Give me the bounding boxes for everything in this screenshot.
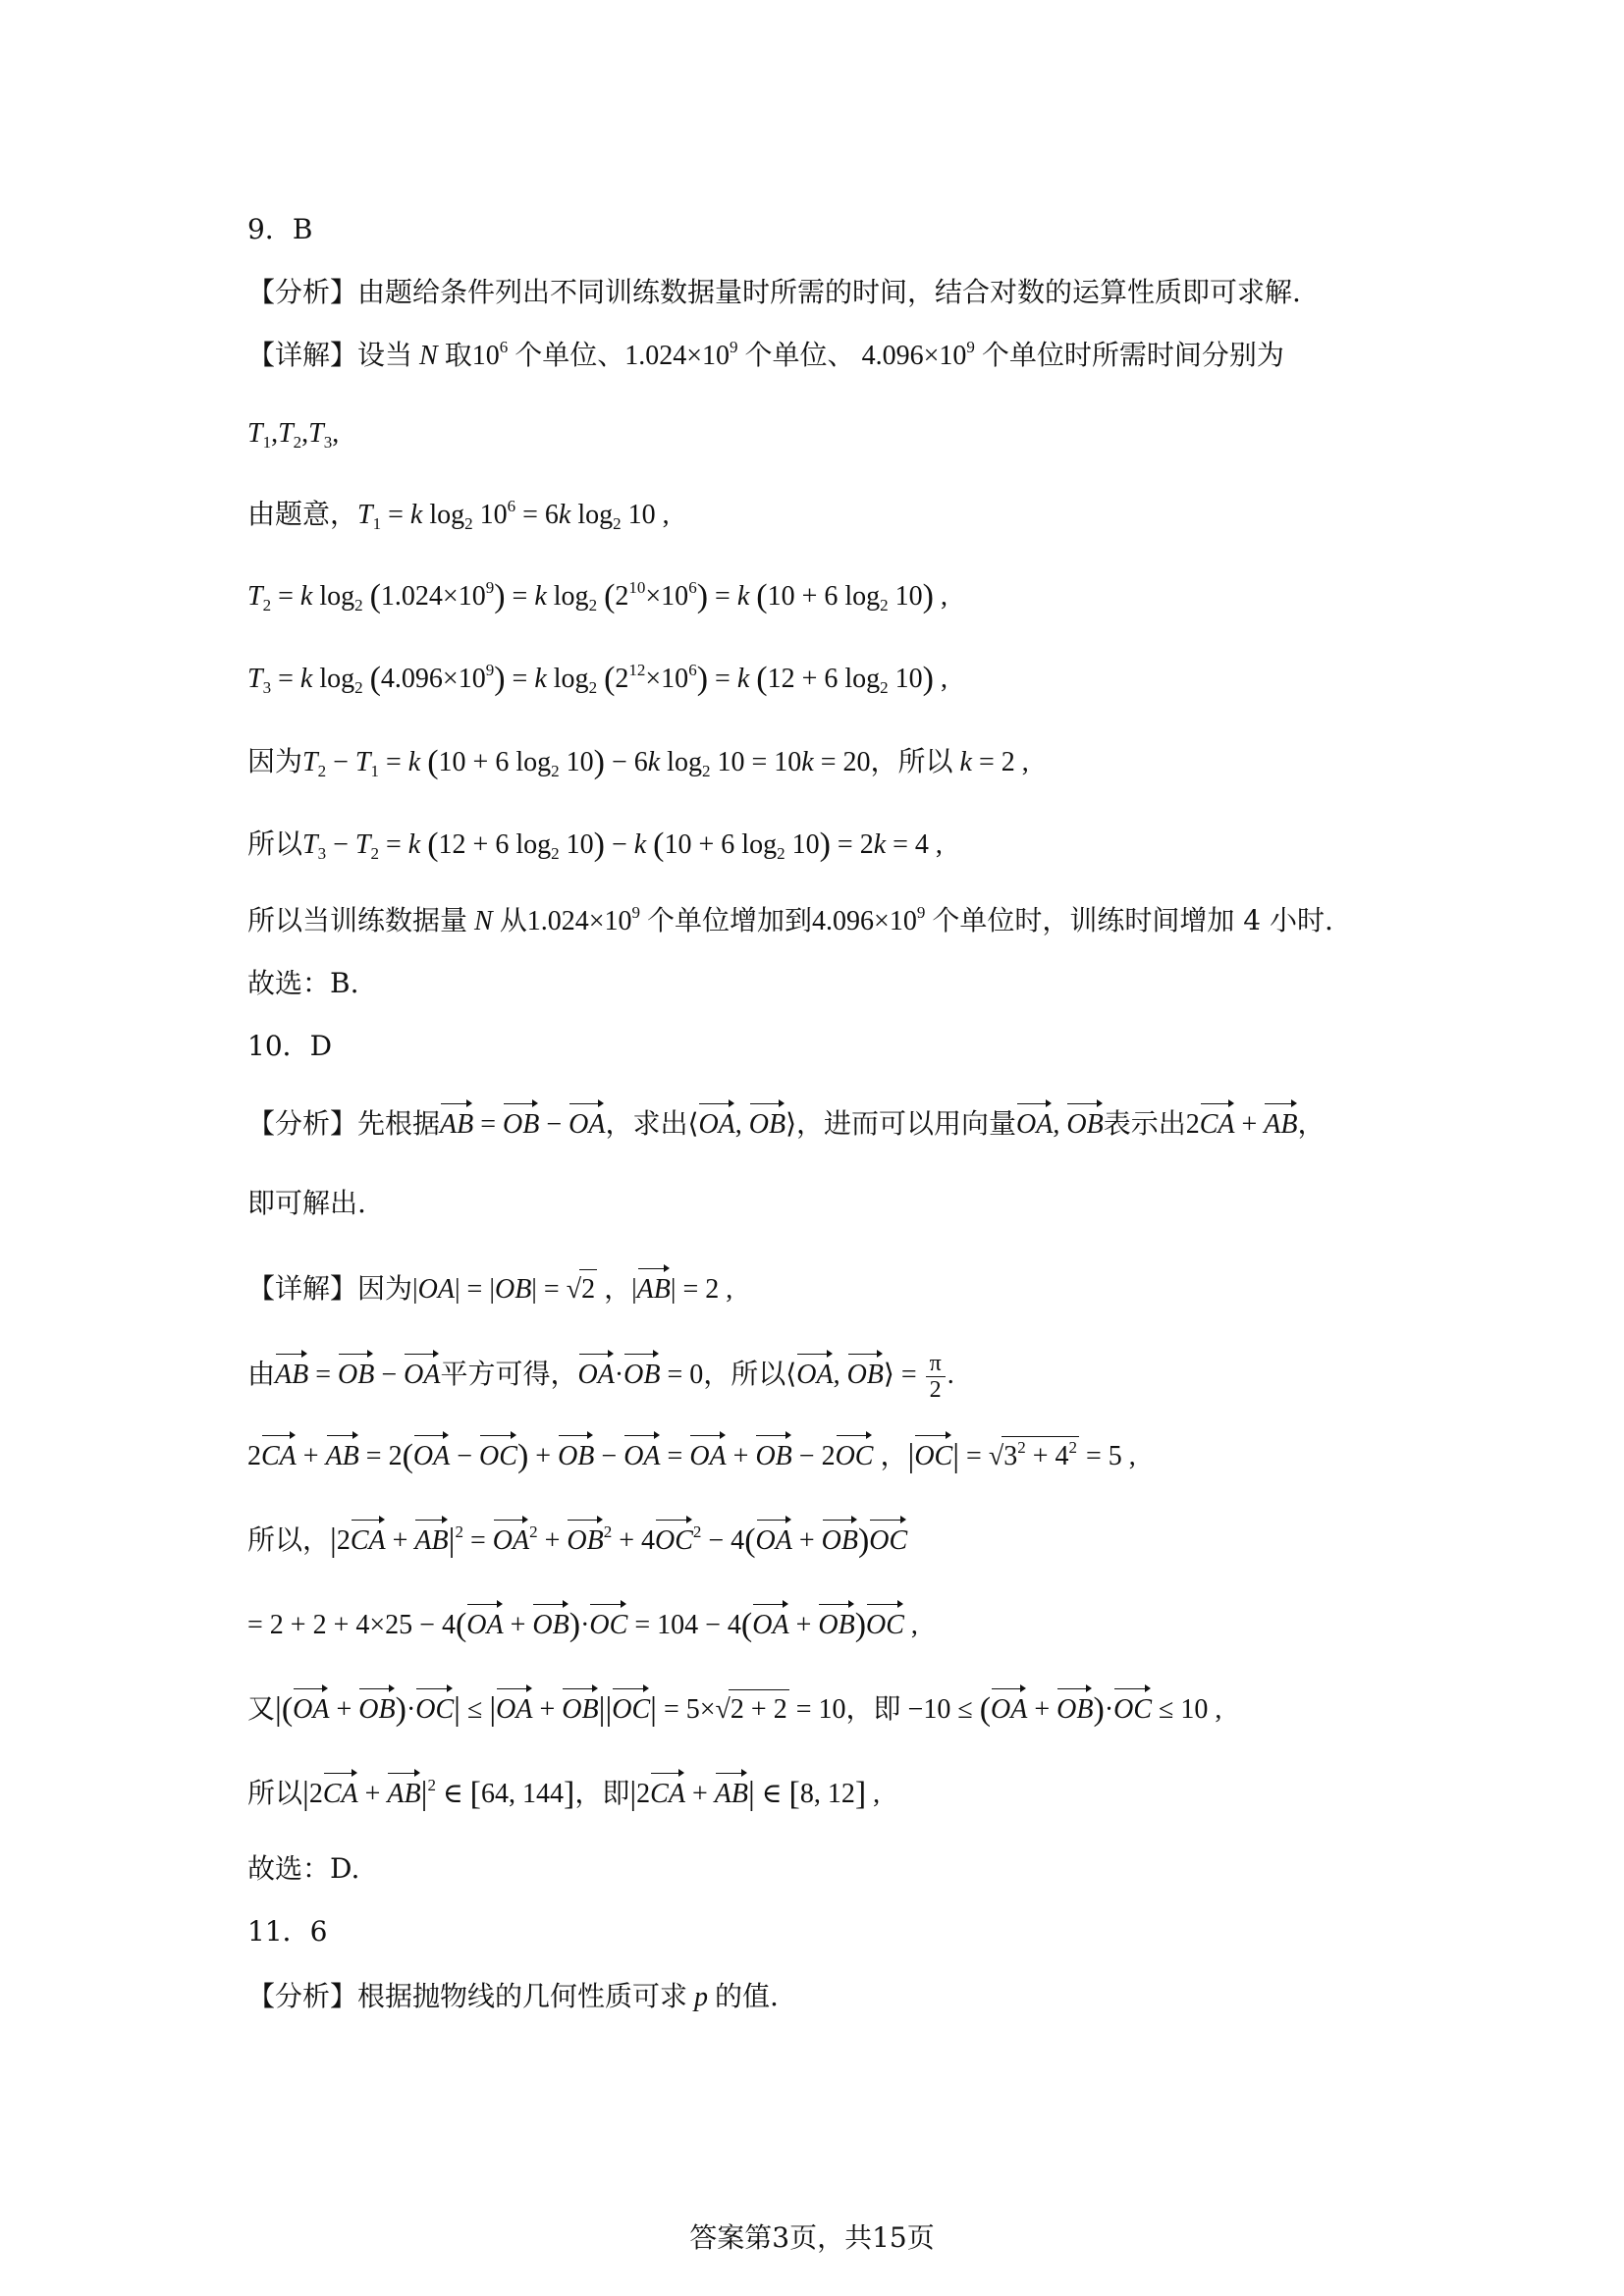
q10-expand: 2CA + AB = 2(OA − OC) + OB − OA = OA + OB − 2OC ，$|OC| = √3^2 + 4^2 = 5$ , [247, 1433, 1136, 1476]
q9-eq-t3: $T_3 = k$ $\log_2 (4.096\times 10^9) = k$ $\log_2 (2^{12}\times 10^6) = k$ (12 + 6 $\log_2 10$) , [247, 661, 947, 697]
q9-eq-t1: 由题意，$T_1 = k$ $\log_2 10^6 = 6k$ $\log_2 10$ , [247, 497, 670, 533]
q9-conclusion: 所以当训练数据量 N 从$1.024\times 10^9$ 个单位增加到$4.096\times 10^9$ 个单位时，训练时间增加 4 小时. [247, 903, 1333, 936]
detail-label: 【详解】 [247, 339, 358, 371]
q10-bound: 又|(OA + OB)·OC| ≤ |OA + OB||OC| = 5×√2 + 2 = 10，即 −10 ≤ (OA + OB)·OC ≤ 10 , [247, 1686, 1221, 1730]
q9-eq-diff2: 所以$T_3 - T_2 = k$ (12 + 6 $\log_2 10) - k$ (10 + 6 $\log_2 10) = 2k = 4$ , [247, 827, 943, 863]
q10-norm-value: = 2 + 2 + 4×25 − 4(OA + OB)·OC = 104 − 4(OA + OB)OC , [247, 1602, 918, 1645]
q11-heading: 11．6 [247, 1915, 328, 1948]
q10-detail: 【详解】因为|OA| = |OB| = √2 ，|AB| = 2 , [247, 1266, 732, 1309]
q10-heading: 10．D [247, 1030, 333, 1062]
q9-t-list: $T_1,T_2,T_3$, [247, 418, 340, 452]
q9-detail-line: 【详解】设当 N 取$10^6$ 个单位、$1.024\times 10^9$ 个单位、 $4.096\times 10^9$ 个单位时所需时间分别为 [247, 338, 1284, 371]
q9-answer: 故选：B. [247, 967, 359, 999]
q11-analysis: 【分析】根据抛物线的几何性质可求 p 的值. [247, 1980, 779, 2012]
q10-square: 由AB = OB − OA平方可得，OA·OB = 0，所以⟨OA, OB⟩ = $\frac{\pi}{2}$ . [247, 1351, 954, 1403]
q10-analysis: 【分析】先根据AB = OB − OA，求出⟨OA, OB⟩，进而可以用向量OA, OB表示出2CA + AB， [247, 1101, 1326, 1145]
q9-eq-diff1: 因为$T_2 - T_1 = k$ (10 + 6 $\log_2 10) - 6k$ $\log_2 10 = 10k = 20$，所以 k = 2 , [247, 744, 1029, 780]
q9-analysis: 【分析】由题给条件列出不同训练数据量时所需的时间，结合对数的运算性质即可求解. [247, 276, 1301, 308]
q9-heading: 9．B [247, 213, 313, 245]
page-footer: 答案第3页，共15页 [689, 2221, 935, 2254]
q9-eq-t2: $T_2 = k$ $\log_2 (1.024\times 10^9) = k$ $\log_2 (2^{10}\times 10^6) = k$ (10 + 6 $\log_2 10$) , [247, 578, 947, 614]
q10-answer: 故选：D. [247, 1852, 360, 1885]
q10-analysis-end: 即可解出. [247, 1187, 366, 1219]
q10-norm-square: 所以，$|2CA + AB|^2 = OA^2 + OB^2 + 4OC^2 - 4(OA + OB)OC$ [247, 1518, 907, 1561]
q10-range: 所以$|2CA + AB|^2$ ∈ [64, 144]，即|2CA + AB| ∈ [8, 12] , [247, 1771, 880, 1814]
